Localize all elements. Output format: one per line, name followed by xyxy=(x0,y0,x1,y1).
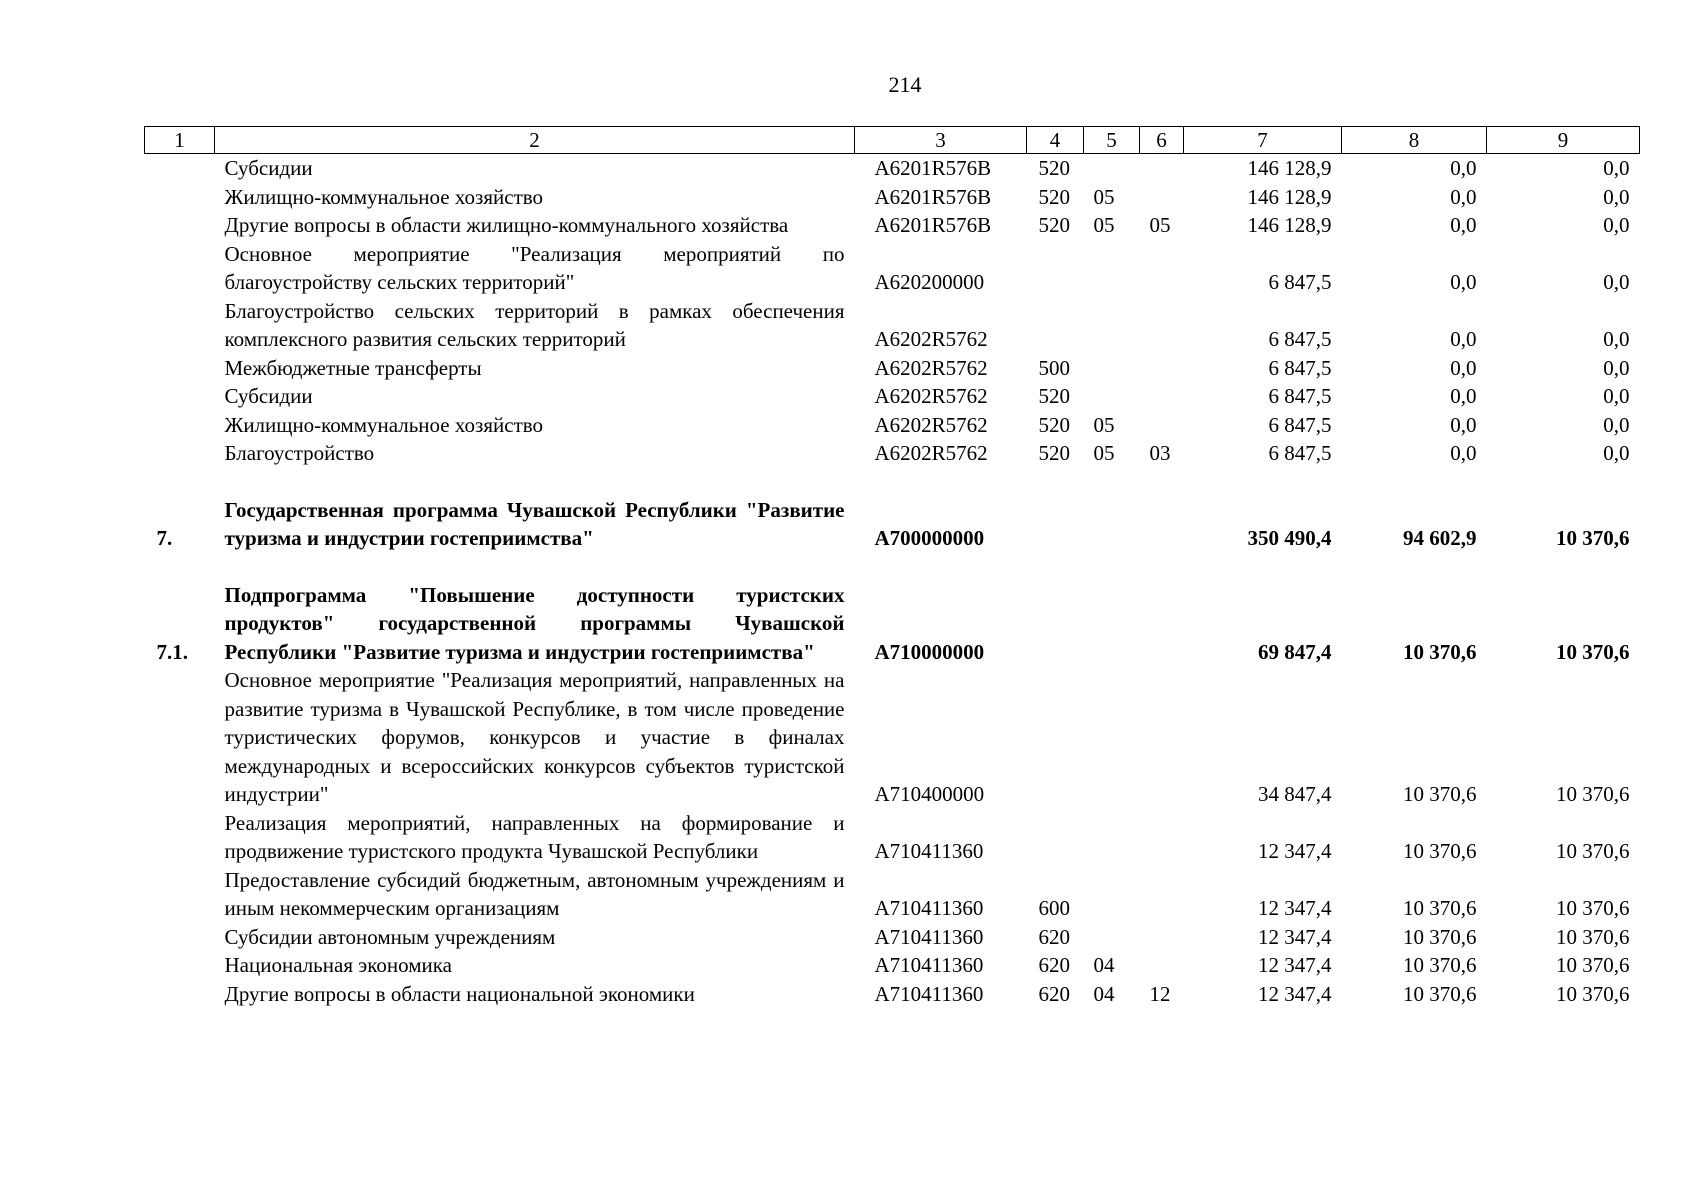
row-name: Жилищно-коммунальное хозяйство xyxy=(224,412,544,437)
amount-col-9: 0,0 xyxy=(1603,355,1630,380)
table-row xyxy=(145,581,1640,667)
row-number xyxy=(145,666,215,809)
amount-col-8: 0,0 xyxy=(1450,327,1477,351)
amount-col-7: 69 847,4 xyxy=(1258,639,1332,664)
subsection-code: 05 xyxy=(1149,213,1171,237)
amount-col-8: 94 602,9 xyxy=(1403,526,1477,550)
target-code: A710411360 xyxy=(874,924,984,949)
subsection-code xyxy=(1140,581,1184,667)
target-code: A710411360 xyxy=(874,953,984,977)
table-row xyxy=(145,240,1640,297)
row-number xyxy=(145,439,215,468)
target-code: A6202R5762 xyxy=(874,441,988,465)
subsection-code xyxy=(1140,240,1184,297)
amount-col-9: 0,0 xyxy=(1603,327,1630,351)
amount-col-7: 146 128,9 xyxy=(1247,184,1332,209)
expense-type-code: 600 xyxy=(1038,896,1070,920)
table-row xyxy=(145,496,1640,553)
expense-type-code: 620 xyxy=(1038,981,1070,1006)
table-row xyxy=(145,297,1640,354)
amount-col-7: 6 847,5 xyxy=(1268,441,1332,465)
expense-type-code: 620 xyxy=(1038,953,1070,977)
section-code: 05 xyxy=(1093,412,1115,437)
column-header: 6 xyxy=(1140,127,1184,154)
amount-col-7: 12 347,4 xyxy=(1258,924,1332,949)
table-row xyxy=(145,382,1640,411)
subsection-code xyxy=(1140,866,1184,923)
amount-col-9: 10 370,6 xyxy=(1556,924,1630,949)
amount-col-7: 146 128,9 xyxy=(1247,213,1332,237)
amount-col-8: 0,0 xyxy=(1450,441,1477,465)
subsection-code: 12 xyxy=(1149,981,1171,1006)
target-code: A6202R5762 xyxy=(874,384,988,408)
table-row xyxy=(145,439,1640,468)
expense-type-code: 520 xyxy=(1038,213,1070,237)
row-name: Основное мероприятие "Реализация мероприятий по благоустройству сельских территорий" xyxy=(224,241,845,294)
target-code: A710411360 xyxy=(874,981,984,1006)
amount-col-7: 12 347,4 xyxy=(1258,953,1332,977)
amount-col-9: 10 370,6 xyxy=(1556,839,1630,863)
amount-col-8: 0,0 xyxy=(1450,184,1477,209)
section-code xyxy=(1084,240,1140,297)
column-header: 3 xyxy=(855,127,1027,154)
column-header: 5 xyxy=(1084,127,1140,154)
subsection-code: 03 xyxy=(1149,441,1171,465)
target-code: A710400000 xyxy=(874,782,985,806)
row-name: Жилищно-коммунальное хозяйство xyxy=(224,184,544,209)
row-number xyxy=(145,240,215,297)
section-code xyxy=(1084,923,1140,952)
amount-col-8: 10 370,6 xyxy=(1403,839,1477,863)
target-code: A6201R576B xyxy=(874,184,992,209)
table-row xyxy=(145,923,1640,952)
subsection-code xyxy=(1140,354,1184,383)
column-header: 4 xyxy=(1027,127,1084,154)
table-row xyxy=(145,183,1640,212)
subsection-code xyxy=(1140,154,1184,183)
section-code xyxy=(1084,382,1140,411)
target-code: A710000000 xyxy=(874,639,985,664)
target-code: A6201R576B xyxy=(874,213,992,237)
section-code xyxy=(1084,666,1140,809)
table-row xyxy=(145,666,1640,809)
section-code xyxy=(1084,581,1140,667)
expense-type-code xyxy=(1027,496,1084,553)
row-name: Предоставление субсидий бюджетным, автономным учреждениям и иным некоммерческим организациям xyxy=(224,867,845,920)
row-name: Другие вопросы в области жилищно-коммунального хозяйства xyxy=(224,213,789,237)
amount-col-7: 6 847,5 xyxy=(1268,412,1332,437)
subsection-code xyxy=(1140,809,1184,866)
row-number xyxy=(145,923,215,952)
spacer-row xyxy=(145,553,1640,581)
row-number xyxy=(145,154,215,183)
expense-type-code: 620 xyxy=(1038,924,1070,949)
column-header: 8 xyxy=(1342,127,1487,154)
table-body xyxy=(145,154,1640,1009)
amount-col-8: 10 370,6 xyxy=(1403,924,1477,949)
section-code: 05 xyxy=(1093,441,1115,465)
section-code: 04 xyxy=(1093,953,1115,977)
column-header: 7 xyxy=(1184,127,1342,154)
amount-col-8: 0,0 xyxy=(1450,384,1477,408)
column-header: 9 xyxy=(1487,127,1640,154)
row-number xyxy=(145,411,215,440)
expense-type-code xyxy=(1027,297,1084,354)
expense-type-code: 520 xyxy=(1038,412,1070,437)
amount-col-9: 0,0 xyxy=(1603,270,1630,294)
amount-col-9: 0,0 xyxy=(1603,441,1630,465)
amount-col-9: 10 370,6 xyxy=(1556,896,1630,920)
row-name: Субсидии xyxy=(224,384,313,408)
row-name: Субсидии автономным учреждениям xyxy=(224,924,556,949)
amount-col-9: 0,0 xyxy=(1603,384,1630,408)
amount-col-9: 0,0 xyxy=(1603,184,1630,209)
row-number: 7.1. xyxy=(156,639,188,664)
amount-col-9: 10 370,6 xyxy=(1556,981,1630,1006)
row-name: Субсидии xyxy=(224,156,313,180)
row-number xyxy=(145,211,215,240)
page-number: 214 xyxy=(888,72,922,97)
subsection-code xyxy=(1140,183,1184,212)
amount-col-8: 10 370,6 xyxy=(1403,639,1477,664)
expense-type-code xyxy=(1027,240,1084,297)
table-row xyxy=(145,951,1640,980)
section-code xyxy=(1084,354,1140,383)
expense-type-code: 520 xyxy=(1038,384,1070,408)
table-row xyxy=(145,809,1640,866)
amount-col-9: 0,0 xyxy=(1603,156,1630,180)
subsection-code xyxy=(1140,951,1184,980)
row-number xyxy=(145,980,215,1009)
subsection-code xyxy=(1140,297,1184,354)
column-header: 1 xyxy=(145,127,215,154)
amount-col-9: 10 370,6 xyxy=(1556,526,1630,550)
amount-col-8: 10 370,6 xyxy=(1403,896,1477,920)
amount-col-9: 10 370,6 xyxy=(1556,953,1630,977)
target-code: A6201R576B xyxy=(874,156,992,180)
amount-col-7: 34 847,4 xyxy=(1258,782,1332,806)
amount-col-9: 10 370,6 xyxy=(1556,639,1630,664)
row-number xyxy=(145,809,215,866)
subsection-code xyxy=(1140,411,1184,440)
table-row xyxy=(145,411,1640,440)
section-code xyxy=(1084,496,1140,553)
row-name: Межбюджетные трансферты xyxy=(224,355,482,380)
target-code: A6202R5762 xyxy=(874,327,988,351)
section-code: 05 xyxy=(1093,213,1115,237)
expense-type-code: 520 xyxy=(1038,156,1070,180)
expense-type-code: 520 xyxy=(1038,441,1070,465)
row-name: Другие вопросы в области национальной экономики xyxy=(224,981,695,1006)
row-name: Реализация мероприятий, направленных на формирование и продвижение туристского продукта Чувашской Республики xyxy=(224,810,845,863)
spacer-cell xyxy=(145,468,1640,496)
amount-col-7: 6 847,5 xyxy=(1268,355,1332,380)
expense-type-code xyxy=(1027,809,1084,866)
section-code xyxy=(1084,297,1140,354)
spacer-row xyxy=(145,468,1640,496)
subsection-code xyxy=(1140,496,1184,553)
row-number xyxy=(145,951,215,980)
section-code xyxy=(1084,866,1140,923)
amount-col-7: 12 347,4 xyxy=(1258,839,1332,863)
amount-col-9: 10 370,6 xyxy=(1556,782,1630,806)
row-name: Национальная экономика xyxy=(224,953,452,977)
row-number xyxy=(145,866,215,923)
table-row xyxy=(145,354,1640,383)
amount-col-8: 10 370,6 xyxy=(1403,953,1477,977)
amount-col-7: 146 128,9 xyxy=(1247,156,1332,180)
amount-col-7: 12 347,4 xyxy=(1258,896,1332,920)
row-number xyxy=(145,382,215,411)
table-row xyxy=(145,154,1640,183)
subsection-code xyxy=(1140,382,1184,411)
row-number xyxy=(145,297,215,354)
amount-col-7: 350 490,4 xyxy=(1247,526,1332,550)
amount-col-7: 12 347,4 xyxy=(1258,981,1332,1006)
subsection-code xyxy=(1140,666,1184,809)
table-row xyxy=(145,866,1640,923)
column-number-header xyxy=(145,127,1640,154)
row-number xyxy=(145,183,215,212)
section-code xyxy=(1084,154,1140,183)
amount-col-9: 0,0 xyxy=(1603,412,1630,437)
amount-col-9: 0,0 xyxy=(1603,213,1630,237)
section-code xyxy=(1084,809,1140,866)
expense-type-code xyxy=(1027,581,1084,667)
subsection-code xyxy=(1140,923,1184,952)
row-name: Благоустройство xyxy=(224,441,375,465)
column-header: 2 xyxy=(215,127,855,154)
expense-type-code xyxy=(1027,666,1084,809)
amount-col-7: 6 847,5 xyxy=(1268,384,1332,408)
amount-col-8: 0,0 xyxy=(1450,156,1477,180)
target-code: A710411360 xyxy=(874,896,984,920)
section-code: 04 xyxy=(1093,981,1115,1006)
table-row xyxy=(145,211,1640,240)
row-number xyxy=(145,354,215,383)
amount-col-8: 0,0 xyxy=(1450,412,1477,437)
row-name: Государственная программа Чувашской Республики "Развитие туризма и индустрии гостеприимства" xyxy=(224,497,845,550)
amount-col-7: 6 847,5 xyxy=(1268,270,1332,294)
amount-col-7: 6 847,5 xyxy=(1268,327,1332,351)
row-name: Основное мероприятие "Реализация мероприятий, направленных на развитие туризма в Чувашской Республике, в том числе проведение туристических форумов, конкурсов и участие в финалах международных и всероссийских конкурсов субъектов туристской индустрии" xyxy=(224,668,845,806)
row-number: 7. xyxy=(156,526,173,550)
target-code: A700000000 xyxy=(874,526,985,550)
row-name: Подпрограмма "Повышение доступности туристских продуктов" государственной программы Чувашской Республики "Развитие туризма и индустрии гостеприимства" xyxy=(224,582,845,664)
target-code: A710411360 xyxy=(874,839,984,863)
target-code: A620200000 xyxy=(874,270,985,294)
target-code: A6202R5762 xyxy=(874,355,988,380)
row-name: Благоустройство сельских территорий в рамках обеспечения комплексного развития сельских территорий xyxy=(224,298,845,351)
amount-col-8: 0,0 xyxy=(1450,355,1477,380)
table-row xyxy=(145,980,1640,1009)
spacer-cell xyxy=(145,553,1640,581)
target-code: A6202R5762 xyxy=(874,412,988,437)
amount-col-8: 0,0 xyxy=(1450,270,1477,294)
amount-col-8: 10 370,6 xyxy=(1403,981,1477,1006)
budget-table xyxy=(144,126,1640,1008)
amount-col-8: 10 370,6 xyxy=(1403,782,1477,806)
section-code: 05 xyxy=(1093,184,1115,209)
expense-type-code: 500 xyxy=(1038,355,1070,380)
expense-type-code: 520 xyxy=(1038,184,1070,209)
amount-col-8: 0,0 xyxy=(1450,213,1477,237)
